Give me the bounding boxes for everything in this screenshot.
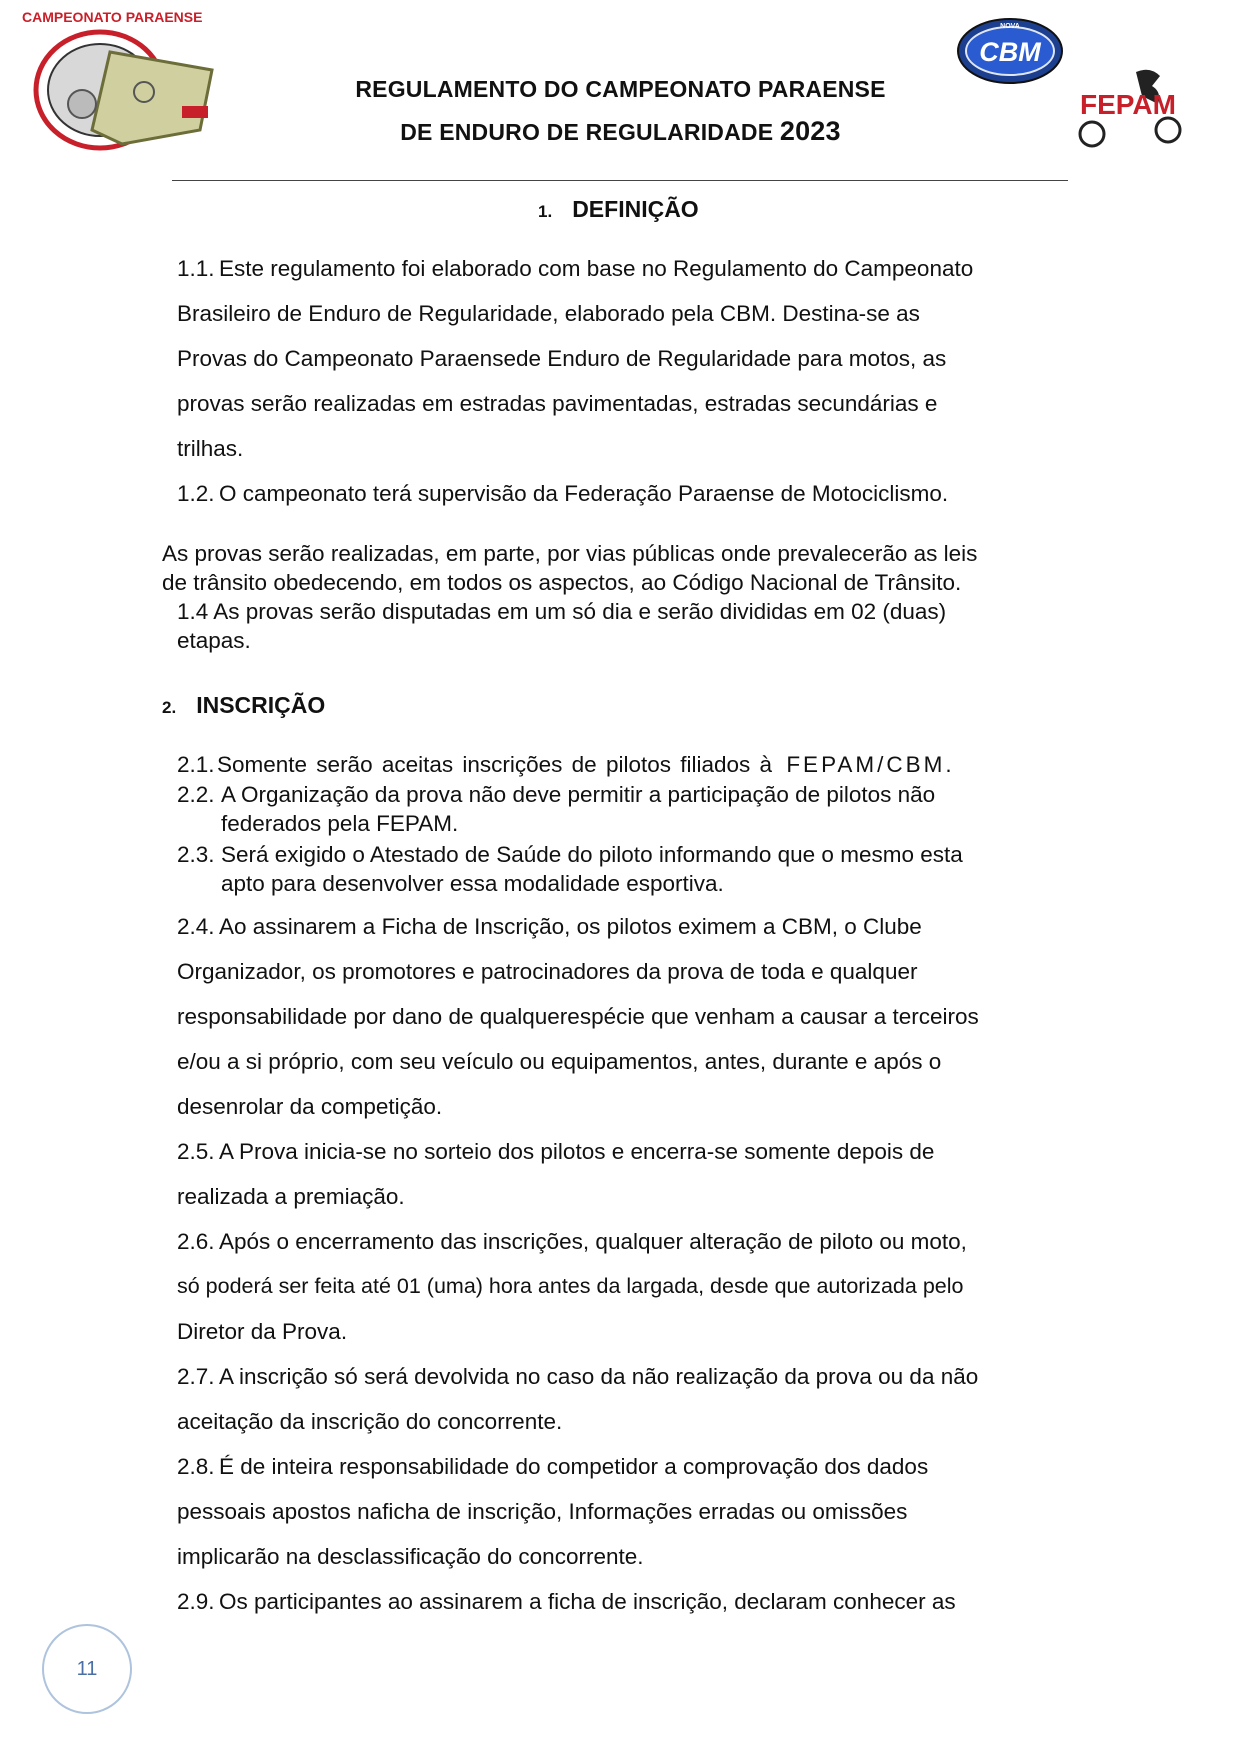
paragraph-2-2-line-b: federados pela FEPAM. (221, 811, 459, 836)
paragraph-2-4: 2.4. Ao assinarem a Ficha de Inscrição, os pilotos eximem a CBM, o Clube (177, 914, 922, 939)
document-title-line-1: REGULAMENTO DO CAMPEONATO PARAENSE (355, 76, 886, 102)
paragraph-2-4-line-c: responsabilidade por dano de qualquerespécie que venham a causar a terceiros (177, 1004, 979, 1029)
paragraph-2-2: 2.2. A Organização da prova não deve permitir a participação de pilotos não (177, 782, 936, 807)
paragraph-1-4-line-a: 1.4 As provas serão disputadas em um só dia e serão divididas em 02 (duas) (177, 599, 947, 624)
paragraph-1-1: 1.1. Este regulamento foi elaborado com base no Regulamento do Campeonato (177, 256, 974, 281)
document-title-line-2: DE ENDURO DE REGULARIDADE 2023 (400, 116, 841, 146)
paragraph-1-4-line-b: etapas. (177, 628, 251, 653)
page-number: 11 (42, 1624, 132, 1714)
paragraph-2-4-line-e: desenrolar da competição. (177, 1094, 443, 1119)
paragraph-1-2: 1.2. O campeonato terá supervisão da Federação Paraense de Motociclismo. (177, 481, 949, 506)
paragraph-1-1-line-b: Brasileiro de Enduro de Regularidade, elaborado pela CBM. Destina-se as (177, 301, 920, 326)
logo-left-text: CAMPEONATO PARAENSE (22, 9, 203, 25)
paragraph-2-7-line-b: aceitação da inscrição do concorrente. (177, 1409, 563, 1434)
paragraph-2-7: 2.7. A inscrição só será devolvida no caso da não realização da prova ou da não (177, 1364, 979, 1389)
svg-text:FEPAM: FEPAM (1080, 89, 1176, 120)
section-heading-inscricao: 2. INSCRIÇÃO (162, 692, 326, 718)
paragraph-2-4-line-b: Organizador, os promotores e patrocinadores da prova de toda e qualquer (177, 959, 918, 984)
svg-text:CBM: CBM (979, 37, 1041, 67)
paragraph-1-1-line-c: Provas do Campeonato Paraensede Enduro de Regularidade para motos, as (177, 346, 947, 371)
paragraph-2-8: 2.8. É de inteira responsabilidade do competidor a comprovação dos dados (177, 1454, 929, 1479)
paragraph-2-5: 2.5. A Prova inicia-se no sorteio dos pilotos e encerra-se somente depois de (177, 1139, 935, 1164)
paragraph-1-3-line-a: As provas serão realizadas, em parte, por vias públicas onde prevalecerão as leis (162, 541, 978, 566)
paragraph-2-3: 2.3. Será exigido o Atestado de Saúde do piloto informando que o mesmo esta (177, 842, 963, 867)
paragraph-2-8-line-b: pessoais apostos naficha de inscrição, Informações erradas ou omissões (177, 1499, 908, 1524)
paragraph-1-3-line-b: de trânsito obedecendo, em todos os aspectos, ao Código Nacional de Trânsito. (162, 570, 962, 595)
paragraph-1-1-line-d: provas serão realizadas em estradas pavimentadas, estradas secundárias e (177, 391, 938, 416)
section-heading-definicao: 1. DEFINIÇÃO (538, 196, 699, 222)
paragraph-2-1: 2.1. Somente serão aceitas inscrições de pilotos filiados à FEPAM/CBM. (177, 752, 955, 777)
paragraph-2-8-line-c: implicarão na desclassificação do concorrente. (177, 1544, 644, 1569)
paragraph-2-5-line-b: realizada a premiação. (177, 1184, 405, 1209)
paragraph-2-3-line-b: apto para desenvolver essa modalidade esportiva. (221, 871, 724, 896)
paragraph-2-6-line-b: só poderá ser feita até 01 (uma) hora antes da largada, desde que autorizada pelo (177, 1274, 964, 1298)
paragraph-2-6-line-c: Diretor da Prova. (177, 1319, 348, 1344)
paragraph-2-6: 2.6. Após o encerramento das inscrições, qualquer alteração de piloto ou moto, (177, 1229, 967, 1254)
paragraph-2-9: 2.9. Os participantes ao assinarem a ficha de inscrição, declaram conhecer as (177, 1589, 956, 1614)
paragraph-2-4-line-d: e/ou a si próprio, com seu veículo ou equipamentos, antes, durante e após o (177, 1049, 942, 1074)
header-divider (172, 180, 1068, 181)
paragraph-1-1-line-e: trilhas. (177, 436, 244, 461)
cbm-logo (955, 15, 1065, 85)
svg-text:NOVA: NOVA (1000, 23, 1020, 30)
title-year: 2023 (779, 116, 841, 146)
